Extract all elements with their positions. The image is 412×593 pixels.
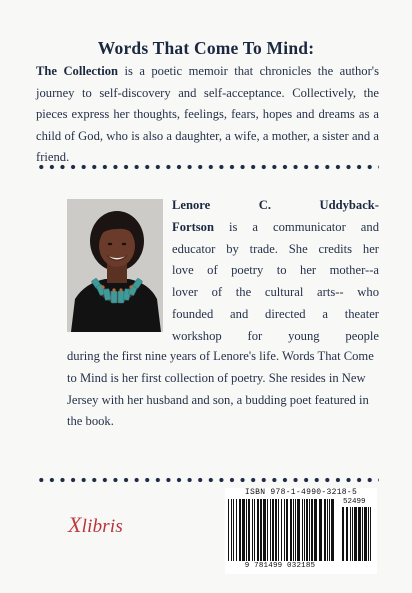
cover-heading: Words That Come To Mind: — [97, 38, 315, 58]
isbn-number: ISBN 978-1-4990-3218-5 — [244, 488, 358, 497]
xlibris-logo — [68, 512, 123, 538]
bio-after-name: is a communicator and — [213, 219, 379, 234]
barcode-main-bars — [227, 499, 337, 561]
barcode-addon-bars — [341, 507, 375, 561]
barcode-digits: 9 781499 032185 — [244, 562, 316, 570]
author-photo — [67, 199, 163, 332]
bio-rest-text: during the first nine years of Lenore's life. Words That Come to Mind is her first collection of poetry. She resides in New Jersey with her husband and son, a budding poet featured in the book. — [67, 349, 374, 429]
logo-x: X — [68, 512, 82, 537]
author-portrait-image — [67, 199, 163, 332]
bio-name-line2 — [172, 217, 379, 239]
dotted-divider-bottom — [36, 477, 379, 483]
bio-line: lover of the cultural arts-- who — [172, 285, 379, 300]
bio-float-text — [172, 195, 379, 348]
bio-line: educator by trade. She credits her — [172, 241, 379, 256]
author-name-end: Fortson — [172, 219, 214, 234]
bio-name-line1: Lenore C. Uddyback- — [172, 198, 379, 212]
intro-text: is a poetic memoir that chronicles the author's journey to self-discovery and self-acceptance. Collectively, the pieces express her thoughts, feelings, fears, hopes and dreams as a child of God, who is also a daughter, a wife, a mother, a sister and a friend. — [36, 64, 379, 164]
bio-line: founded and directed a theater — [172, 306, 379, 321]
isbn-barcode — [225, 488, 377, 574]
bio-line: workshop for young people — [172, 328, 379, 343]
intro-bold-lead: The Collection — [36, 64, 119, 78]
price-code: 52499 — [343, 498, 366, 506]
intro-paragraph — [36, 61, 379, 169]
bio-line: love of poetry to her mother--a — [172, 263, 379, 278]
dotted-divider-top — [36, 164, 379, 170]
logo-rest: libris — [81, 516, 123, 537]
